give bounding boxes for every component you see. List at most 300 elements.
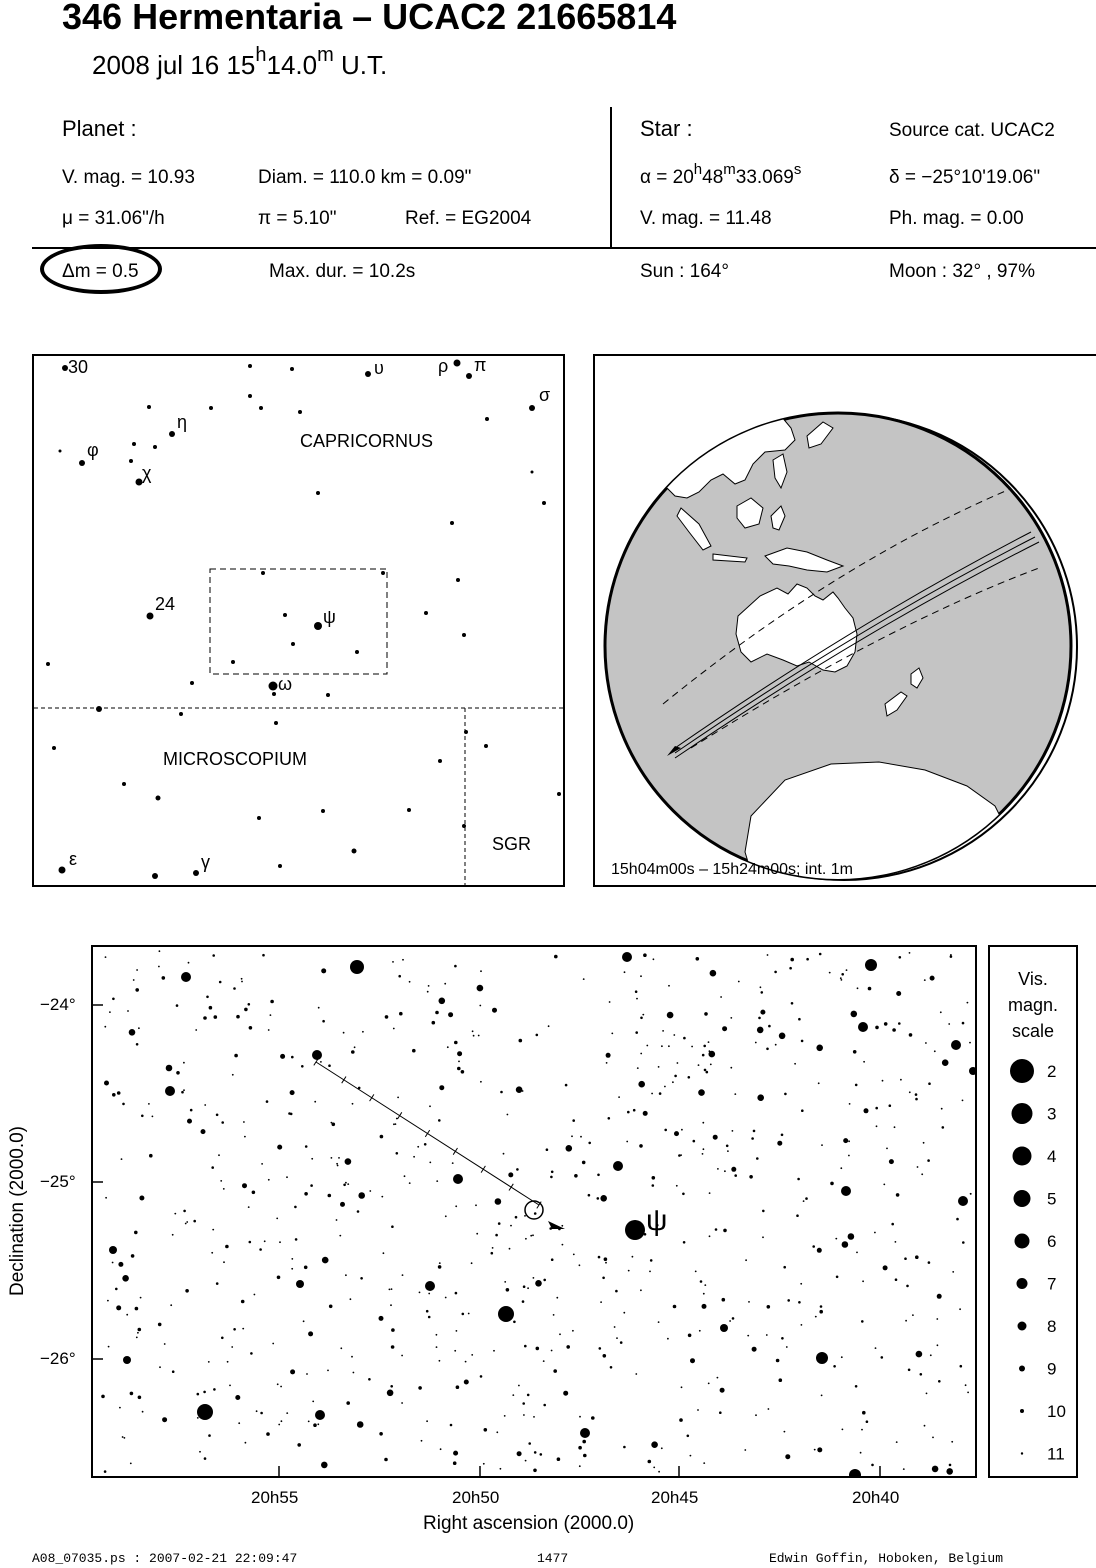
star-dot [234,1054,238,1058]
scale-labels [1047,1062,1066,1464]
star-dot [563,1391,568,1396]
star-dot [465,1361,467,1363]
star-dot [940,1011,942,1013]
star-dot [159,950,161,952]
star-dot [235,1395,240,1400]
star-dot [248,1003,251,1006]
star-dot [557,792,561,796]
scale-label: 4 [1047,1147,1057,1166]
star-dot [104,1026,106,1028]
star-dot [510,1225,512,1227]
star-dot [147,405,151,409]
star-dot [428,985,430,987]
star-dot [428,1316,431,1319]
star-dot [706,1071,709,1074]
star-dot [165,1086,175,1096]
star-dot [579,1264,581,1266]
star-dot [352,1103,354,1105]
star-dot [600,1301,602,1303]
star-dot [225,1245,229,1249]
star-dot [530,1235,532,1237]
star-dot [820,1305,823,1308]
star-dot [805,1197,808,1200]
star-dot [915,1255,919,1259]
star-dot [729,1320,731,1322]
star-dot [662,1030,664,1032]
star-dot [703,1045,706,1048]
star-dot [551,1350,553,1352]
star-dot [138,1027,140,1029]
star-dot [690,1455,692,1457]
star-dot [781,1337,784,1340]
star-dot [294,1206,297,1209]
star-dot [632,1256,634,1258]
star-dot [455,1292,458,1295]
star-dot [952,1271,954,1273]
y-tick-label: −25° [40,1172,76,1191]
star-dot [525,1238,527,1240]
star-dot [498,1222,501,1225]
star-dot [676,1185,678,1187]
star-dot [722,1298,726,1302]
star-dot [136,969,138,971]
star-dot [625,1220,645,1240]
star-dot [522,1300,525,1303]
star-dot [181,972,191,982]
star-dot [401,1402,403,1404]
star-dot [409,981,411,983]
star-dot [609,1001,611,1003]
star-dot [121,1158,123,1160]
star-dot [636,998,638,1000]
star-dot [401,1355,403,1357]
star-dot [668,1045,670,1047]
star-dot [566,1345,570,1349]
star-dot [241,1300,245,1304]
star-dot [162,1417,167,1422]
scale-label: 5 [1047,1189,1057,1209]
star-dot [170,1304,172,1306]
star-dot [784,1093,787,1096]
star-dot [129,459,133,463]
star-dot [484,1428,488,1432]
star-dot [279,1241,281,1243]
star-dot [900,1079,902,1081]
star-dot [597,1174,600,1177]
star-dot [419,1292,421,1294]
star-dot [512,1394,514,1396]
star-dot [142,1411,144,1413]
star-dot [221,1337,224,1340]
star-dot [272,692,276,696]
star-dot [704,1012,708,1016]
star-dot [478,1035,480,1037]
star-dot [713,1135,718,1140]
star-dot [402,959,404,961]
star-dot [532,1234,534,1236]
star-dot [715,1228,718,1231]
star-dot [436,1334,438,1336]
star-dot [924,1425,926,1427]
star-dot [203,1391,206,1394]
star-dot [553,1369,557,1373]
star-dot [313,1423,317,1427]
star-dot [755,1414,757,1416]
star-dot [579,1416,581,1418]
star-dot [928,1261,931,1264]
star-dot [960,1365,963,1368]
star-dot [218,1154,220,1156]
star-dot [856,1252,858,1254]
star-dot [717,1377,719,1379]
star-dot [193,1220,196,1223]
star-dot [504,1281,506,1283]
star-dot [896,1441,898,1443]
star-dot [842,1241,849,1248]
star-dot [688,1334,692,1338]
scale-dot [1014,1190,1031,1207]
star-dot [181,1091,184,1094]
star-label: ε [69,849,78,869]
star-dot [183,1210,186,1213]
star-dot [909,1033,913,1037]
star-dot [439,998,446,1005]
star-dot [312,1401,314,1403]
star-dot [357,1421,364,1428]
star-dot [473,1035,475,1037]
star-dot [429,1162,431,1164]
star-dot [862,1280,864,1282]
star-dot [413,1156,415,1158]
star-dot [642,1014,644,1016]
star-dot [556,1297,558,1299]
star-dot [789,967,792,970]
star-dot [209,1006,213,1010]
star-dot [492,1247,494,1249]
star-label: π [474,356,487,375]
star-dot [104,1470,107,1473]
star-dot [461,1070,465,1074]
star-dot [290,367,294,371]
star-dot [969,1067,975,1075]
detail-field-outline [210,569,387,674]
star-dot [197,1417,199,1419]
scale-dots [1010,1059,1034,1455]
star-dot [932,1437,934,1439]
track-tick [453,1148,457,1155]
star-dot [536,1347,540,1351]
star-dot [912,1314,914,1316]
star-dot [798,1301,801,1304]
star-right-ascension: $\alpha = 20^h48^m33.069^s$ [640,161,802,188]
star-dot [702,1054,705,1057]
scale-label: 10 [1047,1402,1066,1421]
star-dot [836,1276,839,1279]
star-dot [865,959,877,971]
track-tick [509,1184,513,1191]
star-dot [453,1451,458,1456]
star-dot [681,1386,683,1388]
star-dot [936,1318,938,1320]
star-dot [219,981,222,984]
star-dot [633,1109,636,1112]
star-dot [283,613,287,617]
star-dot [245,1442,247,1444]
star-dot [138,1396,142,1400]
star-dot [534,1451,537,1454]
star-dot [223,1188,225,1190]
star-dot [383,1252,385,1254]
star-dot [699,1330,701,1332]
star-label: 30 [68,357,89,377]
star-dot [259,406,263,410]
star-dot [262,954,265,957]
star-dot [766,1048,769,1051]
star-dot [896,1193,900,1197]
star-dot [753,1130,756,1133]
star-dot [315,1410,325,1420]
star-dot [320,1061,322,1063]
info-divider-vertical [610,107,612,247]
constellation-label: MICROSCOPIUM [163,749,307,769]
x-tick-label: 20h45 [651,1488,699,1507]
star-dot [691,1046,693,1048]
star-dot [881,1356,884,1359]
star-dot [396,1152,399,1155]
star-dot [156,796,161,801]
star-dot [905,1320,907,1322]
star-dot [899,956,902,959]
star-dot [851,1011,858,1018]
star-dot [640,1053,642,1055]
star-dot [158,1323,162,1327]
star-dot [139,1196,144,1201]
star-dot [122,1275,129,1282]
star-dot [261,1163,263,1165]
star-dot [572,1119,575,1122]
star-dot [882,1080,884,1082]
x-axis-ticks [279,1466,880,1476]
star-dot [664,1086,666,1088]
star-dot [270,1014,272,1016]
star-dot [278,864,282,868]
star-dot [664,1129,667,1132]
star-dot [606,1053,611,1058]
star-label: 24 [155,594,176,614]
star-dot [109,1011,111,1013]
star-dot [141,1115,144,1118]
star-dot [639,1144,643,1148]
star-dot [458,1061,460,1063]
star-dot [559,1333,561,1335]
star-dot [640,975,642,977]
star-dot [148,1103,150,1105]
star-dot [185,1289,189,1293]
star-dot [500,1091,503,1094]
star-dot [455,1205,457,1207]
star-dot [524,1215,526,1217]
star-dot [690,1358,695,1363]
star-dot [732,1317,735,1320]
star-label: χ [142,463,152,483]
star-dot [321,809,325,813]
star-dot [248,394,252,398]
star-dot [266,1432,270,1436]
star-dot [815,1316,817,1318]
star-dot [710,970,717,977]
star-dot [762,1210,765,1213]
star-dot [680,1154,682,1156]
star-dot [533,1469,537,1473]
star-dot [338,1157,340,1159]
star-dot [480,1375,483,1378]
star-dot [412,1049,416,1053]
star-dot [452,1162,454,1164]
star-dot [696,957,700,961]
star-dot [819,953,822,956]
star-dot [720,1388,725,1393]
star-dot [186,1221,188,1223]
star-dot [874,1232,876,1234]
star-dot [149,1154,153,1158]
star-dot [730,1067,732,1069]
earth-visibility-map [593,354,1096,887]
star-dot [79,460,85,466]
star-dot [643,953,647,957]
star-dot [627,1111,630,1114]
star-dot [816,1045,823,1052]
star-dot [227,1361,229,1363]
star-dot [698,1064,700,1066]
star-dot [322,1020,325,1023]
star-dot [435,1011,439,1015]
star-dot [211,1166,214,1169]
star-dot [646,1045,648,1047]
delta-m: Δm = 0.5 [62,261,139,282]
star-dot [280,1054,285,1059]
star-dot [927,1159,930,1162]
star-dot [421,1440,423,1442]
star-dot [183,1062,185,1064]
star-dot [136,1337,138,1339]
star-dot [875,1026,879,1030]
star-dot [749,1175,753,1179]
star-dot [818,1082,820,1084]
star-heading: Star : [640,116,693,141]
star-dot [214,1015,218,1019]
star-dot [700,1280,703,1283]
star-dot [673,1034,675,1036]
star-dot [579,1465,581,1467]
star-dot [204,1457,207,1460]
star-dot [816,1352,828,1364]
star-dot [580,1136,582,1138]
star-dot [291,642,295,646]
star-dot [744,1449,746,1451]
star-dot [457,1067,461,1071]
star-dot [846,969,848,971]
star-dot [683,1241,686,1244]
planet-motion: μ = 31.06"/h [62,208,165,229]
star-dot [702,1122,704,1124]
star-dot [507,1114,509,1116]
star-dot [159,1366,161,1368]
star-dot [296,1280,304,1288]
star-dot [277,1145,282,1150]
star-dot [447,1046,449,1048]
star-dot [462,1313,465,1316]
star-dot [708,1383,710,1385]
star-dot [597,1197,600,1200]
asteroid-track-ticks [314,1059,541,1209]
star-dot [791,1002,794,1005]
star-dot [909,952,911,954]
star-dot [358,1192,365,1199]
star-dot [667,1338,669,1340]
star-dot [540,1453,543,1456]
star-dot [546,1148,549,1151]
scale-dot [1019,1366,1025,1372]
star-dot [428,1293,430,1295]
star-dot [312,1050,322,1060]
star-dot [608,1117,611,1120]
star-dot [591,1416,595,1420]
star-dot [702,1153,704,1155]
star-dot [185,1223,187,1225]
star-dot [921,1173,923,1175]
star-dot [439,1262,441,1264]
x-tick-label: 20h40 [852,1488,900,1507]
star-dot [833,1365,836,1368]
star-dot [365,371,371,377]
star-dot [104,1081,109,1086]
star-dot [703,1293,705,1295]
star-dot [321,968,326,973]
star-dot [891,1223,894,1226]
track-tick [481,1166,485,1173]
star-dot [533,1416,535,1418]
star-dot [817,1447,822,1452]
scale-dot [1010,1059,1034,1083]
star-dot [506,1288,510,1292]
star-dot [318,1007,320,1009]
star-dot [153,445,157,449]
star-dot [842,1429,844,1431]
star-dot [849,1103,851,1105]
star-dot [950,954,952,956]
star-dot [385,1015,389,1019]
star-dot [183,1089,185,1091]
star-dot [445,1215,447,1217]
star-dot [249,1241,252,1244]
y-axis-title: Declination (2000.0) [7,1125,28,1297]
star-dot [527,1394,530,1397]
star-dot [231,660,235,664]
star-dot [896,991,901,996]
star-dot [46,662,50,666]
star-dot [915,1093,918,1096]
star-dot [468,1313,470,1315]
star-dot [687,1435,690,1438]
star-dot [875,1107,878,1110]
star-dot [776,1359,780,1363]
star-dot [719,1411,722,1414]
star-dot [491,1252,494,1255]
star-dot [615,1290,618,1293]
star-dot [727,1150,729,1152]
star-dot [883,1184,885,1186]
detail-stars [101,950,975,1476]
